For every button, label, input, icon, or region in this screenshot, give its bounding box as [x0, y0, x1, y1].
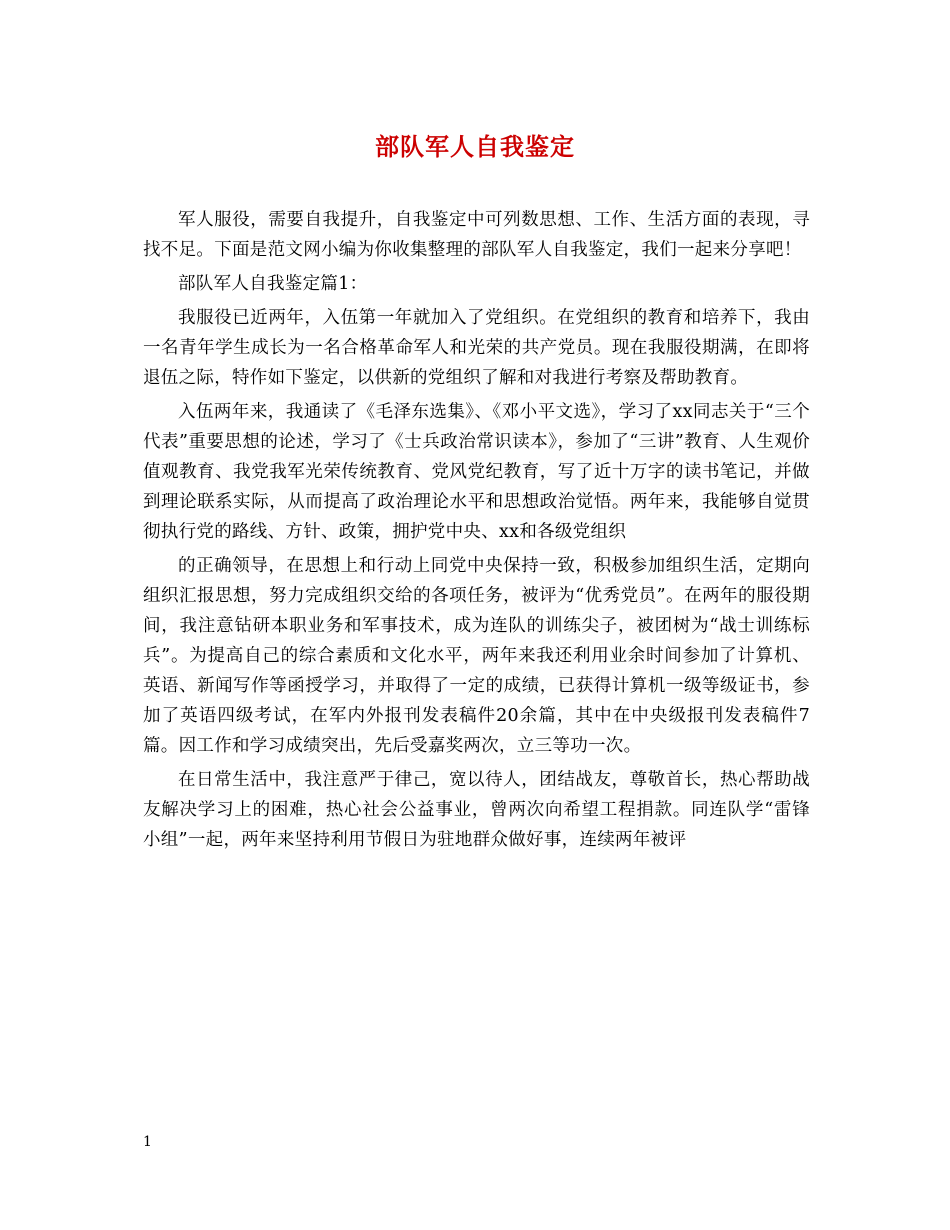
document-body [143, 205, 810, 859]
body-paragraph: 军人服役，需要自我提升，自我鉴定中可列数思想、工作、生活方面的表现，寻找不足。下面是范文网小编为你收集整理的部队军人自我鉴定，我们一起来分享吧！ [143, 210, 810, 260]
page-number: 1 [143, 1134, 152, 1150]
body-paragraph: 入伍两年来，我通读了《毛泽东选集》、《邓小平文选》，学习了xx同志关于“三个代表”重要思想的论述，学习了《士兵政治常识读本》，参加了“三讲”教育、人生观价值观教育、我党我军光荣传统教育、党风党纪教育，写了近十万字的读书笔记，并做到理论联系实际，从而提高了政治理论水平和思想政治觉悟。两年来，我能够自觉贯彻执行党的路线、方针、政策，拥护党中央、xx和各级党组织 [143, 402, 810, 542]
body-paragraph: 在日常生活中，我注意严于律己，宽以待人，团结战友，尊敬首长，热心帮助战友解决学习上的困难，热心社会公益事业，曾两次向希望工程捐款。同连队学“雷锋小组”一起，两年来坚持利用节假日为驻地群众做好事，连续两年被评 [143, 770, 810, 850]
document-title: 部队军人自我鉴定 [375, 132, 575, 161]
body-paragraph: 我服役已近两年，入伍第一年就加入了党组织。在党组织的教育和培养下，我由一名青年学生成长为一名合格革命军人和光荣的共产党员。现在我服役期满，在即将退伍之际，特作如下鉴定，以供新的党组织了解和对我进行考察及帮助教育。 [143, 308, 810, 388]
body-paragraph: 的正确领导，在思想上和行动上同党中央保持一致，积极参加组织生活，定期向组织汇报思想，努力完成组织交给的各项任务，被评为“优秀党员”。在两年的服役期间，我注意钻研本职业务和军事技术，成为连队的训练尖子，被团树为“战士训练标兵”。为提高自己的综合素质和文化水平，两年来我还利用业余时间参加了计算机、英语、新闻写作等函授学习，并取得了一定的成绩，已获得计算机一级等级证书，参加了英语四级考试，在军内外报刊发表稿件20余篇，其中在中央级报刊发表稿件7篇。因工作和学习成绩突出，先后受嘉奖两次，立三等功一次。 [143, 556, 810, 756]
section-heading: 部队军人自我鉴定篇1： [178, 274, 368, 294]
